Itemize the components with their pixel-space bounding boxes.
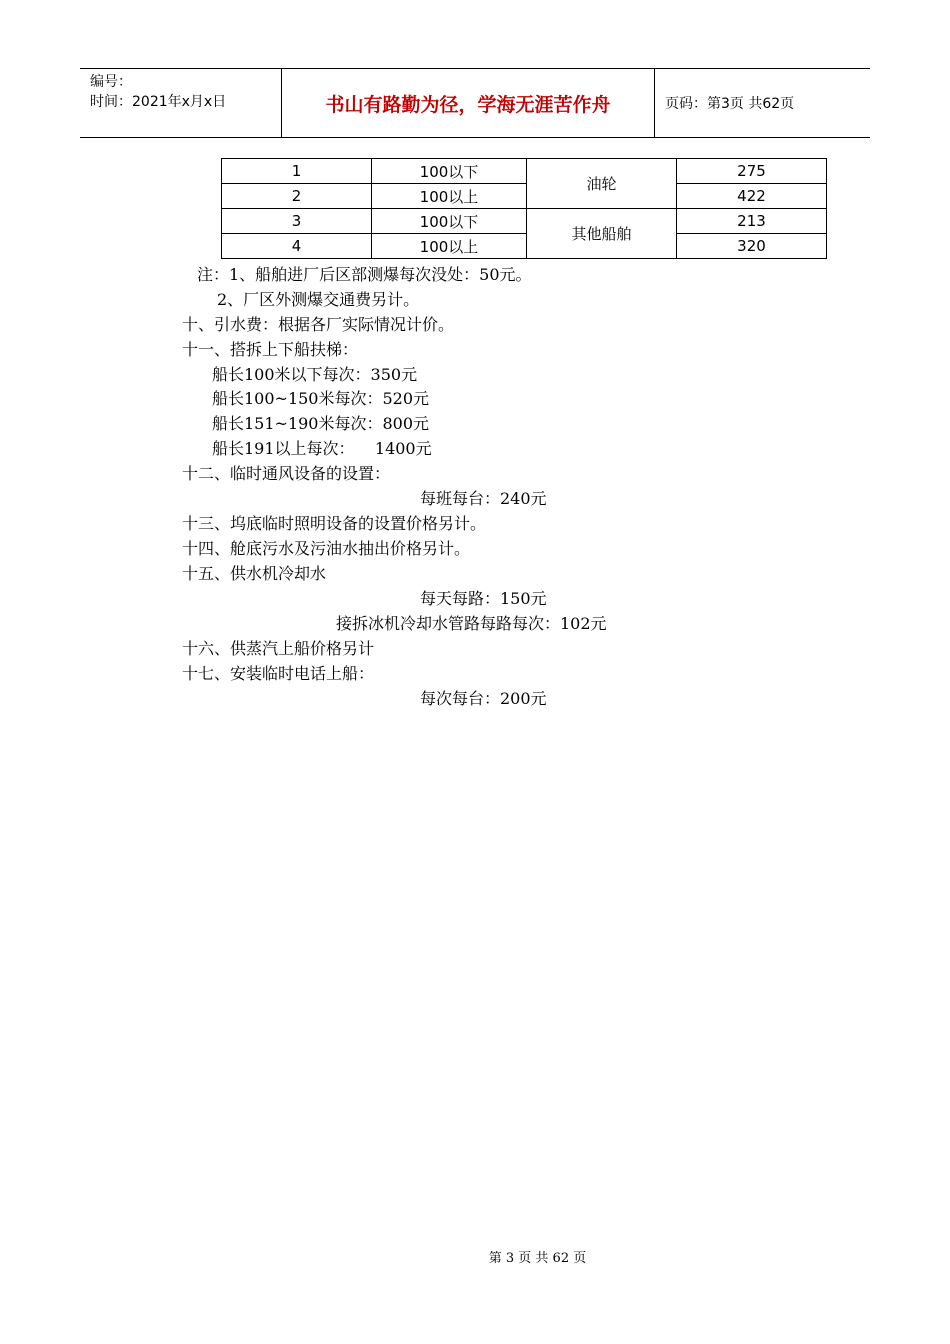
item-11-a: 船长100米以下每次：350元 xyxy=(212,365,418,384)
row-number: 2 xyxy=(222,184,372,209)
row-size: 100以下 xyxy=(372,159,527,184)
table-row xyxy=(222,159,827,184)
footer-page-number: 第 3 页 共 62 页 xyxy=(488,1251,587,1266)
table-row xyxy=(222,209,827,234)
fee-table xyxy=(221,158,827,259)
time-label: 时间：2021年x月x日 xyxy=(90,94,227,110)
row-number: 1 xyxy=(222,159,372,184)
table-row xyxy=(222,184,827,209)
row-number: 3 xyxy=(222,209,372,234)
page-footer xyxy=(0,1247,950,1266)
item-11-b: 船长100~150米每次：520元 xyxy=(212,389,430,408)
row-size: 100以上 xyxy=(372,234,527,259)
item-16: 十六、供蒸汽上船价格另计 xyxy=(182,639,375,658)
row-number: 4 xyxy=(222,234,372,259)
page-header xyxy=(80,68,870,138)
row-size: 100以上 xyxy=(372,184,527,209)
row-price: 320 xyxy=(677,234,827,259)
header-right xyxy=(655,69,870,137)
item-11-d: 船长191以上每次： 1400元 xyxy=(212,439,432,458)
header-motto: 书山有路勤为径，学海无涯苦作舟 xyxy=(281,69,655,137)
row-size: 100以下 xyxy=(372,209,527,234)
page-info: 页码：第3页 共62页 xyxy=(665,96,795,112)
row-price: 422 xyxy=(677,184,827,209)
item-11-c: 船长151~190米每次：800元 xyxy=(212,414,430,433)
item-15-a: 每天每路：150元 xyxy=(420,589,547,608)
row-price: 275 xyxy=(677,159,827,184)
note-1: 注：1、船舶进厂后区部测爆每次没处：50元。 xyxy=(197,265,532,284)
item-13: 十三、坞底临时照明设备的设置价格另计。 xyxy=(182,514,487,533)
item-15-b: 接拆冰机冷却水管路每路每次：102元 xyxy=(336,614,607,633)
item-17: 十七、安装临时电话上船： xyxy=(182,664,375,683)
item-12: 十二、临时通风设备的设置： xyxy=(182,464,391,483)
table-row xyxy=(222,234,827,259)
item-14: 十四、舱底污水及污油水抽出价格另计。 xyxy=(182,539,471,558)
item-17-a: 每次每台：200元 xyxy=(420,689,547,708)
row-group: 油轮 xyxy=(527,159,677,209)
item-12-a: 每班每台：240元 xyxy=(420,489,547,508)
row-price: 213 xyxy=(677,209,827,234)
item-10: 十、引水费：根据各厂实际情况计价。 xyxy=(182,315,455,334)
number-label: 编号： xyxy=(90,74,132,90)
item-15: 十五、供水机冷却水 xyxy=(182,564,327,583)
note-2: 2、厂区外测爆交通费另计。 xyxy=(217,290,420,309)
row-group: 其他船舶 xyxy=(527,209,677,259)
item-11: 十一、搭拆上下船扶梯： xyxy=(182,340,359,359)
header-left xyxy=(80,69,281,137)
